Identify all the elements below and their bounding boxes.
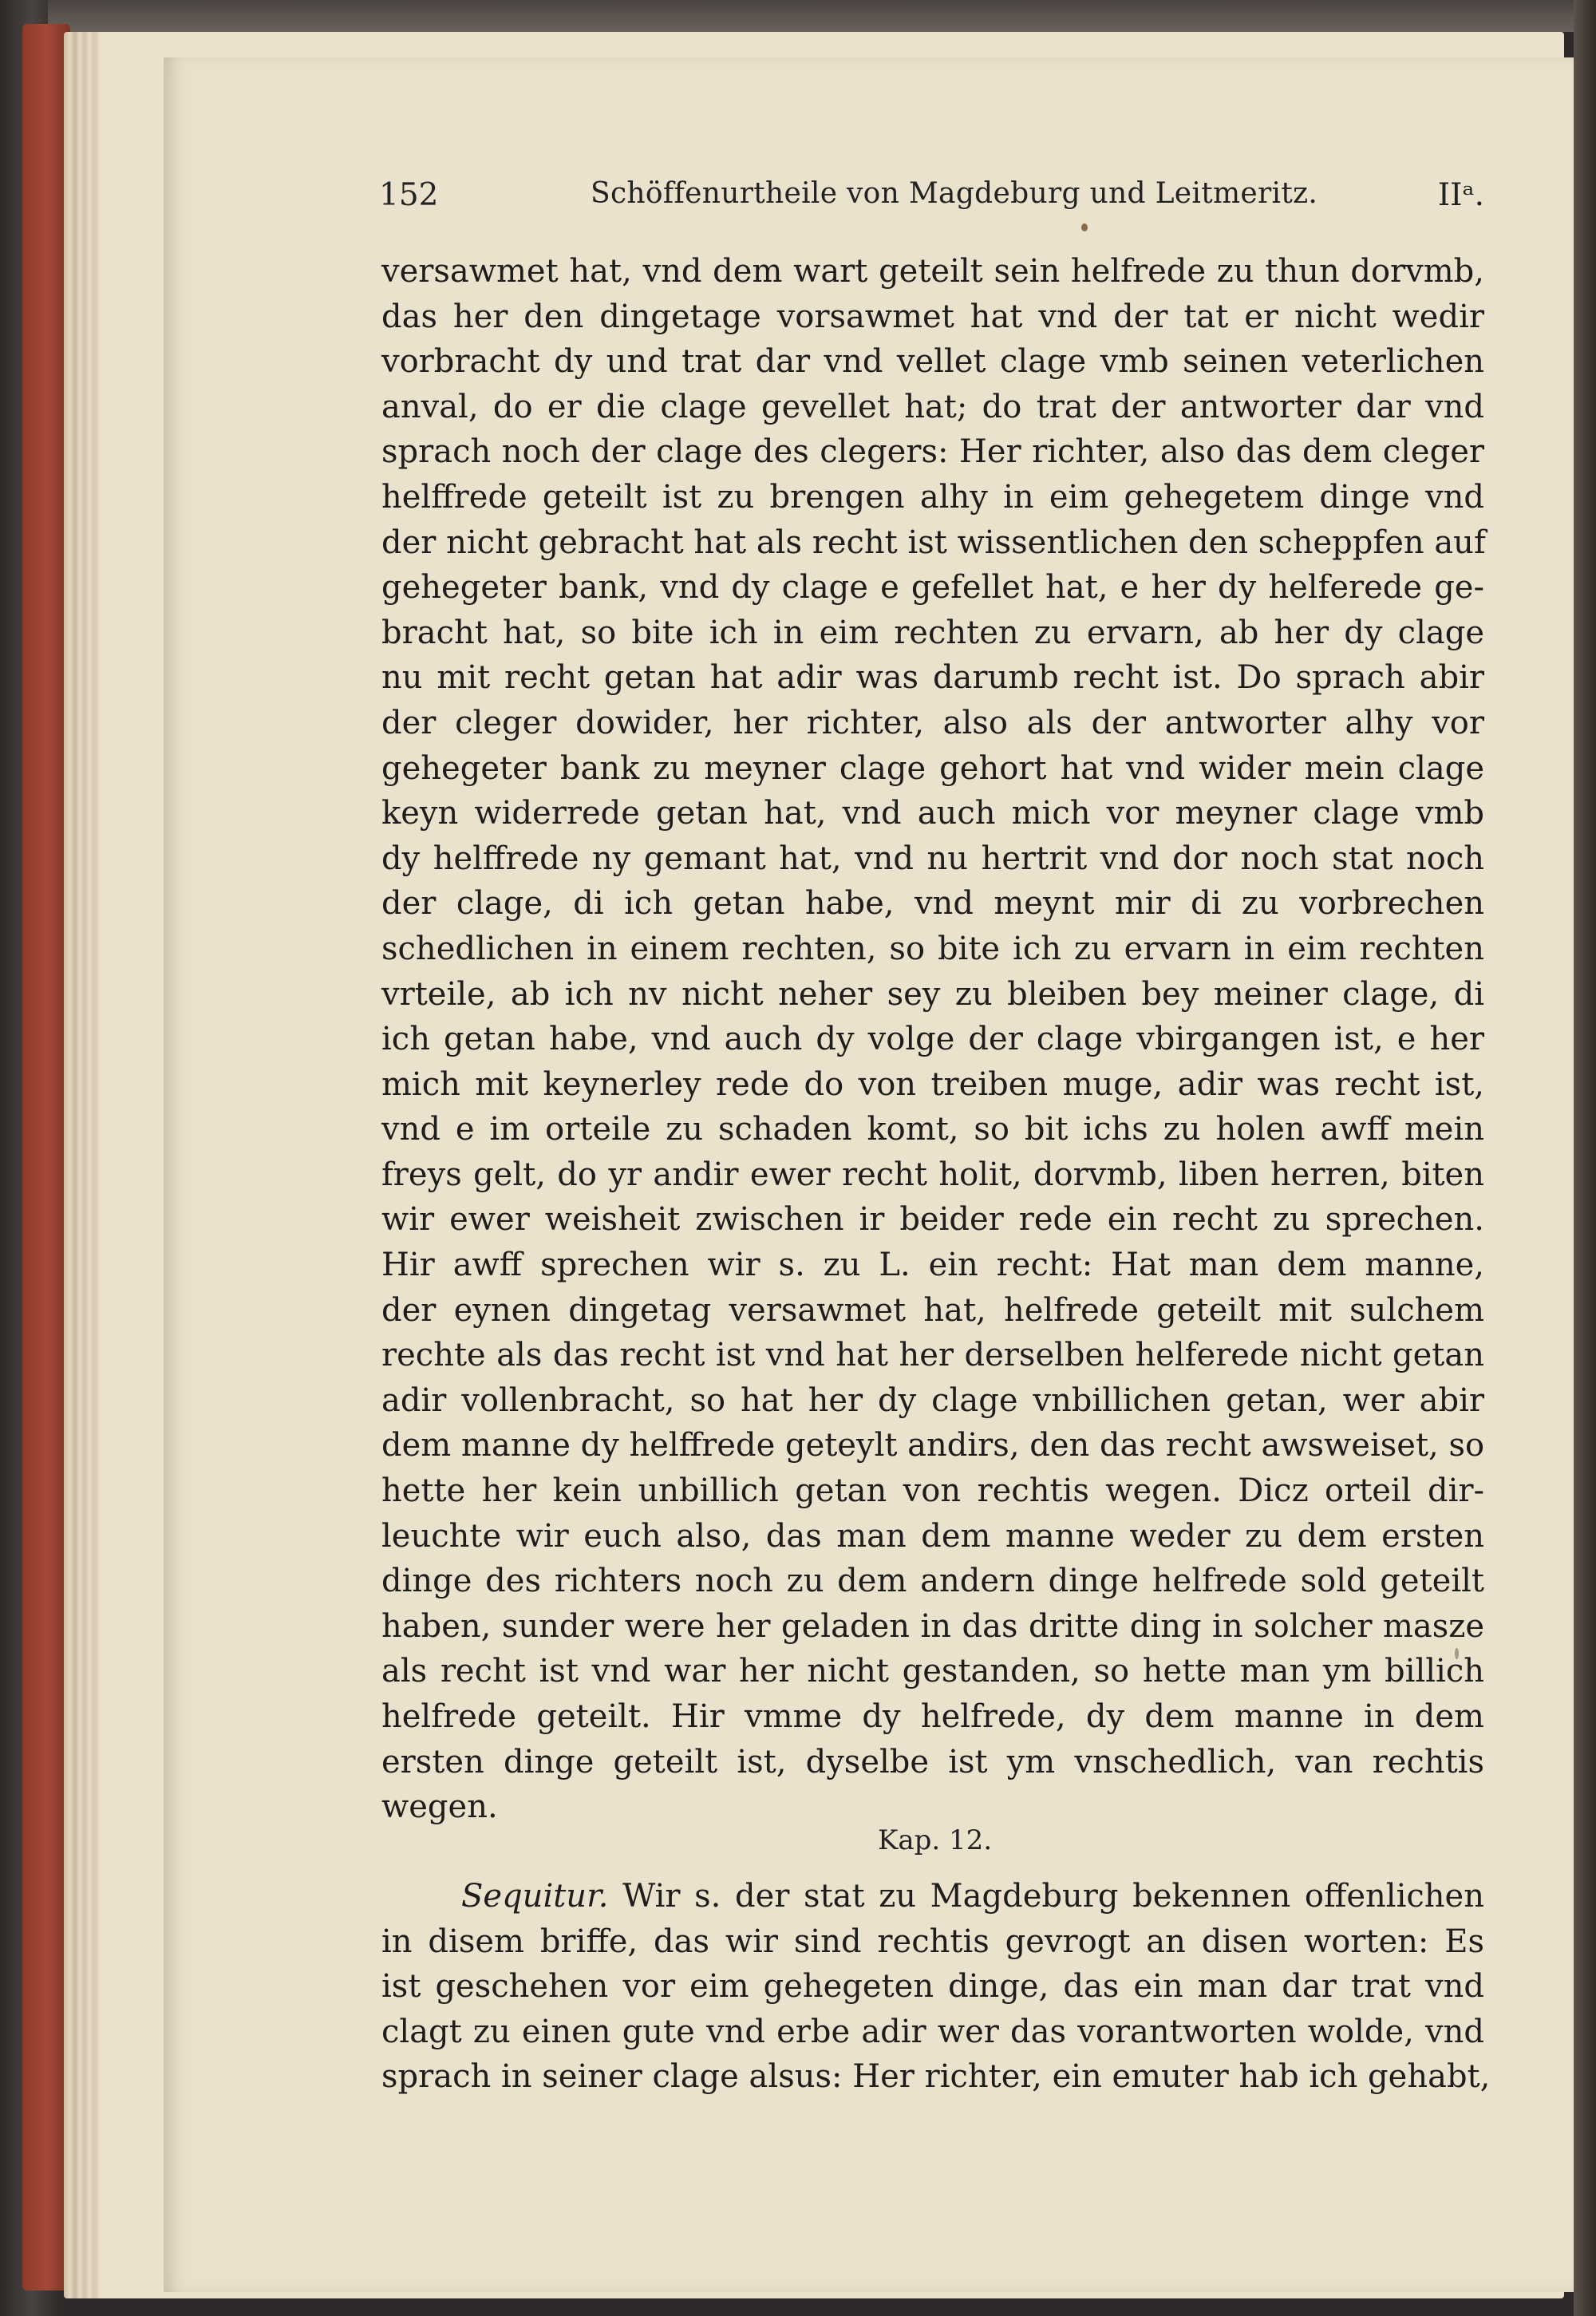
text-line: dy helffrede ny gemant hat, vnd nu hertrit vnd dor noch stat noch xyxy=(381,840,1484,877)
chapter-text xyxy=(381,1874,1491,2100)
text-line: Hir awff sprechen wir s. zu L. ein recht: Hat man dem manne, xyxy=(381,1247,1484,1284)
text-line: vnd e im orteile zu schaden komt, so bit ichs zu holen awff mein xyxy=(381,1111,1484,1148)
right-binding-edge xyxy=(1574,0,1596,2316)
text-line: helffrede geteilt ist zu brengen alhy in eim gehegetem dinge vnd xyxy=(381,478,1484,516)
chapter-first-word: Sequitur. xyxy=(461,1878,609,1915)
text-line: helfrede geteilt. Hir vmme dy helfrede, dy dem manne in dem xyxy=(381,1698,1484,1735)
text-line: der nicht gebracht hat als recht ist wissentlichen den scheppfen auf xyxy=(381,524,1486,561)
text-line: ich getan habe, vnd auch dy volge der clage vbirgangen ist, e her xyxy=(381,1021,1484,1058)
text-line: haben, sunder were her geladen in das dritte ding in solcher masze xyxy=(381,1607,1484,1645)
body-text xyxy=(381,249,1484,1830)
text-line: wir ewer weisheit zwischen ir beider rede ein recht zu sprechen. xyxy=(381,1201,1484,1239)
text-line: vorbracht dy und trat dar vnd vellet clage vmb seinen veterlichen xyxy=(381,343,1484,381)
text-line: gehegeter bank zu meyner clage gehort hat vnd wider mein clage xyxy=(381,749,1484,787)
running-header xyxy=(379,177,1484,225)
text-line: der clage, di ich getan habe, vnd meynt mir di zu vorbrechen xyxy=(381,885,1484,923)
text-line: versawmet hat, vnd dem wart geteilt sein helfrede zu thun dorvmb, xyxy=(381,253,1484,290)
text-line: mich mit keynerley rede do von treiben muge, adir was recht ist, xyxy=(381,1065,1484,1103)
text-line: schedlichen in einem rechten, so bite ich zu ervarn in eim rechten xyxy=(381,930,1484,967)
top-shadow xyxy=(48,0,1596,32)
text-line: keyn widerrede getan hat, vnd auch mich vor meyner clage vmb xyxy=(381,795,1484,832)
text-line: hette her kein unbillich getan von rechtis wegen. Dicz orteil dir- xyxy=(381,1472,1484,1510)
binding-red-edge xyxy=(22,24,70,2290)
text-line: das her den dingetage vorsawmet hat vnd der tat er nicht wedir xyxy=(381,298,1484,335)
text-line: der cleger dowider, her richter, also als der antworter alhy vor xyxy=(381,704,1484,741)
text-line: der eynen dingetag versawmet hat, helfrede geteilt mit sulchem xyxy=(381,1291,1484,1329)
text-line: wegen. xyxy=(381,1788,498,1826)
text-line: ist geschehen vor eim gehegeten dinge, das ein man dar trat vnd xyxy=(381,1968,1484,2006)
text-line: adir vollenbracht, so hat her dy clage vnbillichen getan, wer abir xyxy=(381,1381,1484,1419)
text-line xyxy=(381,1874,1484,1919)
page-number: 152 xyxy=(379,177,439,213)
text-line: freys gelt, do yr andir ewer recht holit, dorvmb, liben herren, biten xyxy=(381,1156,1484,1193)
text-line: leuchte wir euch also, das man dem manne weder zu dem ersten xyxy=(381,1517,1484,1555)
text-line: nu mit recht getan hat adir was darumb recht ist. Do sprach abir xyxy=(381,659,1484,697)
text-line: dem manne dy helffrede geteylt andirs, den das recht awsweiset, so xyxy=(381,1427,1485,1464)
text-line: als recht ist vnd war her nicht gestanden, so hette man ym billich xyxy=(381,1653,1484,1690)
text-line: sprach noch der clage des clegers: Her richter, also das dem cleger xyxy=(381,433,1484,471)
text-line: dinge des richters noch zu dem andern dinge helfrede sold geteilt xyxy=(381,1563,1484,1600)
text-line: sprach in seiner clage alsus: Her richter, ein emuter hab ich gehabt, xyxy=(381,2058,1491,2096)
running-title: Schöffenurtheile von Magdeburg und Leitmeritz. xyxy=(591,177,1318,210)
text-line: rechte als das recht ist vnd hat her derselben helferede nicht getan xyxy=(381,1337,1484,1374)
chapter-heading: Kap. 12. xyxy=(878,1824,993,1856)
chapter-first-line: Wir s. der stat zu Magdeburg bekennen offenlichen xyxy=(622,1878,1484,1915)
text-line: vrteile, ab ich nv nicht neher sey zu bleiben bey meiner clage, di xyxy=(381,975,1484,1013)
text-line: clagt zu einen gute vnd erbe adir wer das vorantworten wolde, vnd xyxy=(381,2013,1484,2050)
text-line: ersten dinge geteilt ist, dyselbe ist ym vnschedlich, van rechtis xyxy=(381,1743,1484,1780)
text-line: gehegeter bank, vnd dy clage e gefellet hat, e her dy helferede ge- xyxy=(381,569,1484,607)
text-line: bracht hat, so bite ich in eim rechten zu ervarn, ab her dy clage xyxy=(381,614,1484,651)
section-mark: IIᵃ. xyxy=(1437,177,1484,213)
text-line: in disem briffe, das wir sind rechtis gevrogt an disen worten: Es xyxy=(381,1923,1484,1960)
text-line: anval, do er die clage gevellet hat; do trat der antworter dar vnd xyxy=(381,388,1484,425)
